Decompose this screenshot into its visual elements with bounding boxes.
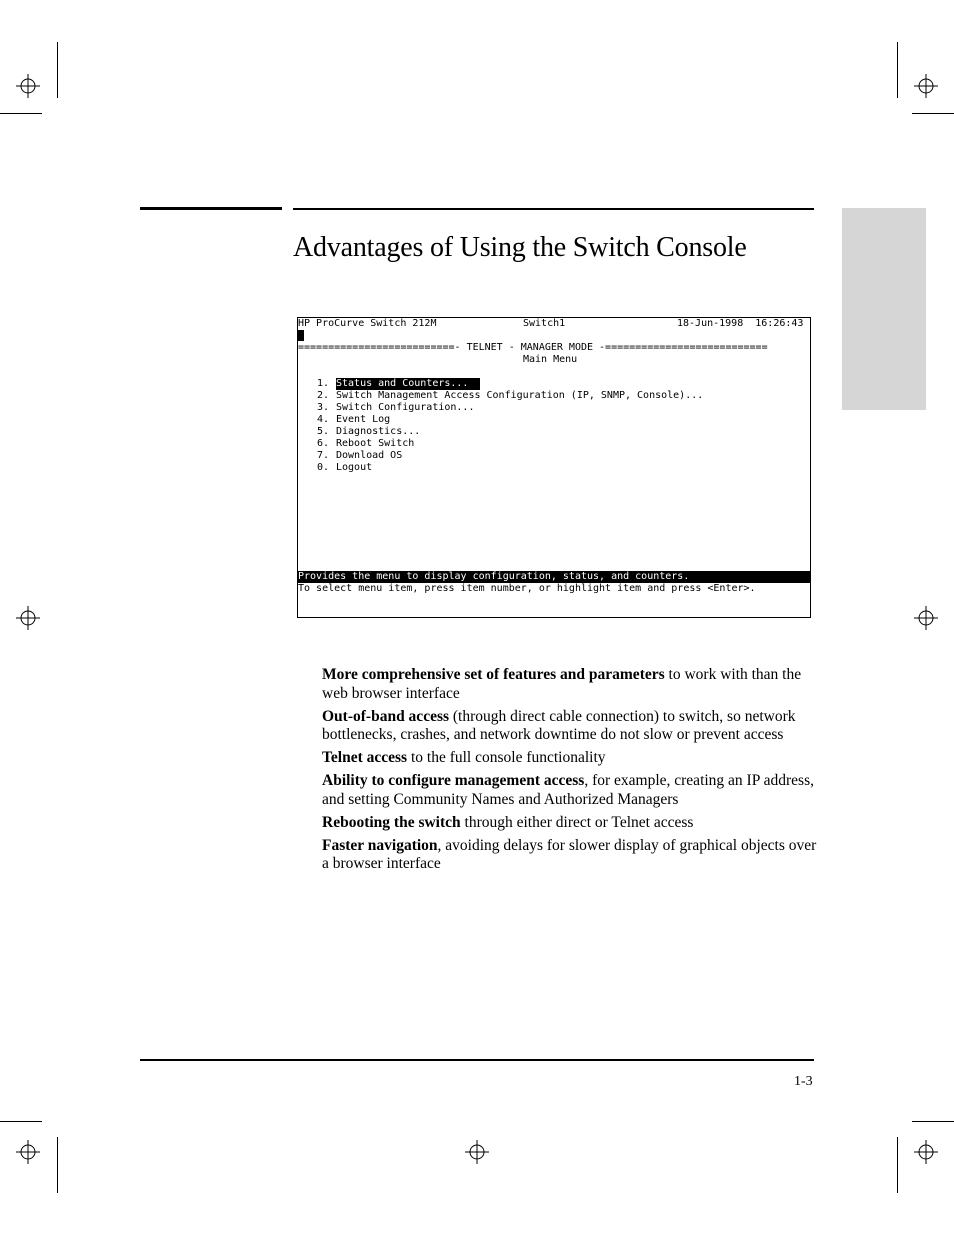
registration-mark-icon xyxy=(16,606,40,630)
advantage-detail: , for example, creating an IP address, and setting Community Names and Authorized Managers xyxy=(322,772,814,808)
console-menu-item-number: 6. xyxy=(317,438,330,449)
footer-rule xyxy=(140,1059,814,1061)
advantage-item xyxy=(322,772,822,809)
console-menu-item-number: 0. xyxy=(317,462,330,473)
console-menu-title: Main Menu xyxy=(523,354,578,365)
console-menu-item-number: 1. xyxy=(317,378,330,389)
crop-mark xyxy=(912,1121,954,1122)
advantage-lead: More comprehensive set of features and parameters xyxy=(322,666,665,683)
crop-mark xyxy=(0,1121,42,1122)
header-rule-left xyxy=(140,207,282,210)
console-menu-item[interactable]: Reboot Switch xyxy=(336,438,415,449)
advantage-detail: , avoiding delays for slower display of graphical objects over a browser interface xyxy=(322,836,817,872)
chapter-thumb-tab xyxy=(842,208,926,410)
advantages-list xyxy=(322,666,822,878)
console-header-datetime: 18-Jun-1998 16:26:43 xyxy=(677,318,804,329)
advantage-lead: Ability to configure management access xyxy=(322,772,585,789)
crop-mark xyxy=(57,42,58,98)
registration-mark-icon xyxy=(914,74,938,98)
console-header-product: HP ProCurve Switch 212M xyxy=(298,318,437,329)
advantage-item xyxy=(322,749,822,768)
crop-mark xyxy=(897,42,898,98)
console-menu-item[interactable]: Diagnostics... xyxy=(336,426,421,437)
registration-mark-icon xyxy=(16,1140,40,1164)
console-menu-item[interactable]: Download OS xyxy=(336,450,403,461)
console-header-name: Switch1 xyxy=(523,318,566,329)
console-menu-item-number: 4. xyxy=(317,414,330,425)
console-menu-item-number: 5. xyxy=(317,426,330,437)
console-menu-item-number: 3. xyxy=(317,402,330,413)
advantage-detail: (through direct cable connection) to switch, so network bottlenecks, crashes, and network downtime do not slow or prevent access xyxy=(322,707,796,743)
advantage-item xyxy=(322,837,822,874)
crop-mark xyxy=(912,113,954,114)
console-menu-item[interactable]: Logout xyxy=(336,462,373,473)
console-menu-item[interactable]: Switch Management Access Configuration (IP, SNMP, Console)... xyxy=(336,390,704,401)
advantage-lead: Rebooting the switch xyxy=(322,813,461,831)
console-mode-banner: ==========================- TELNET - MANAGER MODE -=========================== xyxy=(298,342,768,353)
advantage-lead: Out-of-band access xyxy=(322,707,450,725)
header-rule-right xyxy=(293,208,814,210)
registration-mark-icon xyxy=(914,606,938,630)
console-menu-item[interactable]: Event Log xyxy=(336,414,391,425)
console-menu-item-number: 7. xyxy=(317,450,330,461)
advantage-detail: to the full console functionality xyxy=(407,749,606,766)
crop-mark xyxy=(897,1137,898,1193)
console-menu-item[interactable]: Switch Configuration... xyxy=(336,402,475,413)
registration-mark-icon xyxy=(16,74,40,98)
advantage-lead: Faster navigation xyxy=(322,836,438,854)
advantage-detail: through either direct or Telnet access xyxy=(460,813,694,831)
crop-mark xyxy=(0,113,42,114)
crop-mark xyxy=(57,1137,58,1193)
console-help-line: To select menu item, press item number, or highlight item and press <Enter>. xyxy=(298,583,756,594)
console-screenshot xyxy=(297,317,811,618)
console-menu-item-number: 2. xyxy=(317,390,330,401)
registration-mark-icon xyxy=(914,1140,938,1164)
advantage-item xyxy=(322,814,822,833)
advantage-detail: to work with than the web browser interface xyxy=(322,666,802,702)
advantage-lead: Telnet access xyxy=(322,749,408,766)
page-number: 1-3 xyxy=(794,1074,813,1089)
advantage-item xyxy=(322,666,822,703)
registration-mark-icon xyxy=(465,1140,489,1164)
console-menu-item[interactable]: Status and Counters... xyxy=(336,378,480,390)
console-cursor xyxy=(298,330,304,341)
advantage-item xyxy=(322,708,822,745)
console-status-line: Provides the menu to display configuration, status, and counters. xyxy=(298,571,810,583)
page-title: Advantages of Using the Switch Console xyxy=(293,232,747,263)
